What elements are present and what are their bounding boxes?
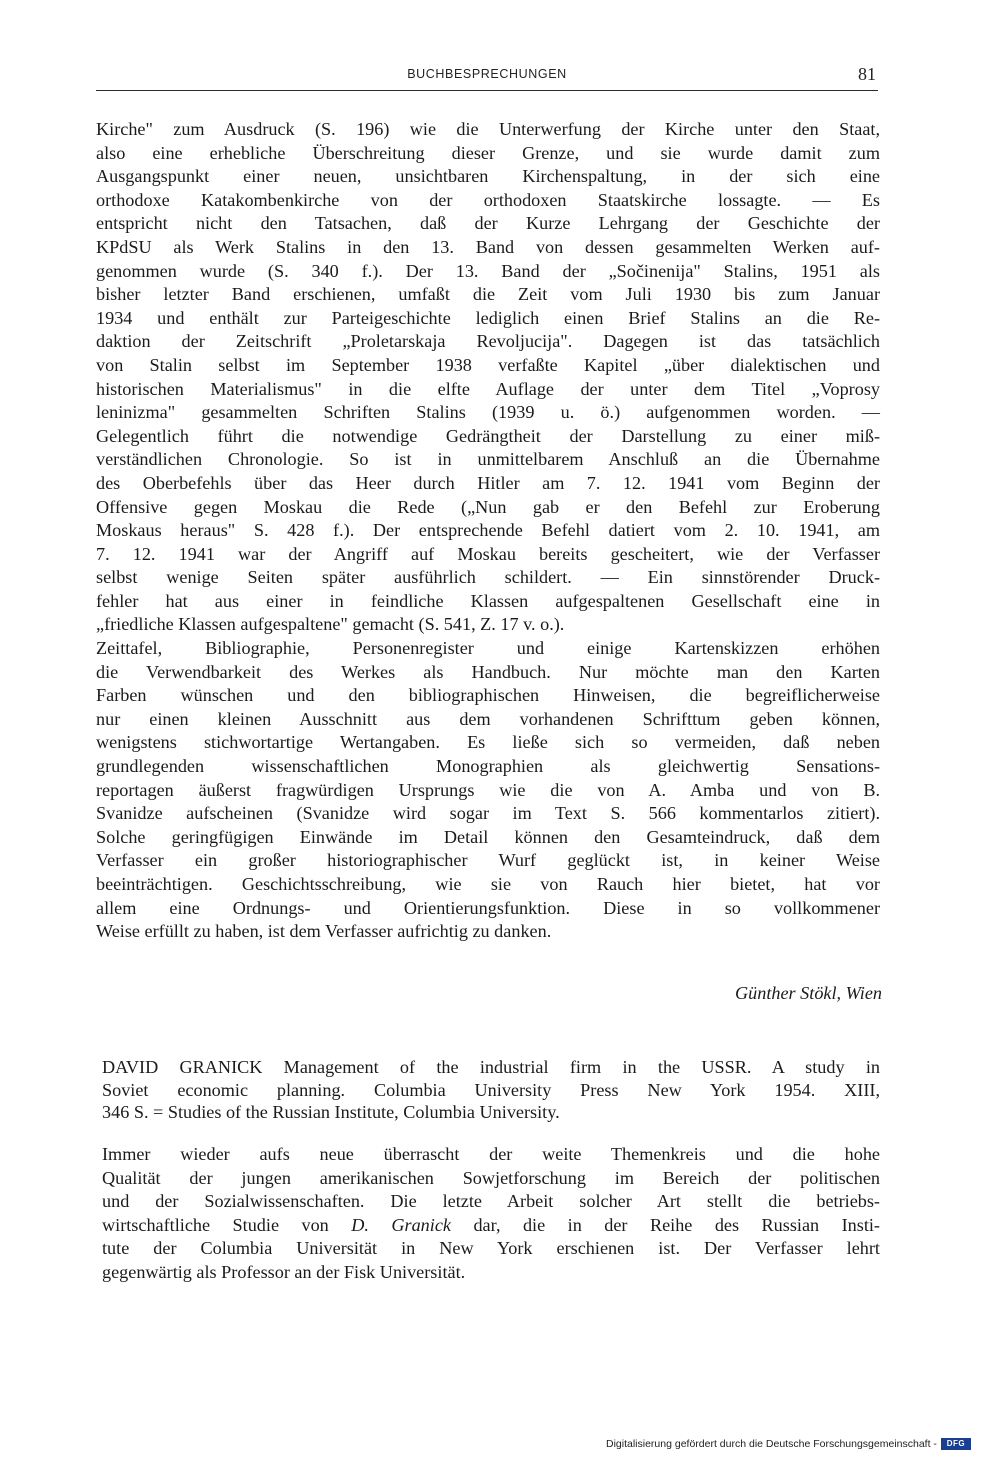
text-line: Zeittafel, Bibliographie, Personenregister und einige Kartenskizzen erhöhen xyxy=(96,638,880,659)
text-line: Weise erfüllt zu haben, ist dem Verfasser aufrichtig zu danken. xyxy=(96,921,552,942)
text-line: daktion der Zeitschrift „Proletarskaja Revoljucija". Dagegen ist das tatsächlich xyxy=(96,331,880,352)
author-name: D. Granick xyxy=(351,1214,451,1235)
biblio-line: 346 S. = Studies of the Russian Institute, Columbia University. xyxy=(102,1102,560,1122)
line-part: dar, die in der Reihe des Russian Insti- xyxy=(450,1214,880,1235)
text-line: Svanidze aufscheinen (Svanidze wird sogar im Text S. 566 kommentarlos zitiert). xyxy=(96,803,880,824)
text-line: gegenwärtig als Professor an der Fisk Universität. xyxy=(102,1261,466,1282)
page-number: 81 xyxy=(858,64,876,84)
second-review-body xyxy=(102,1143,880,1285)
text-line: 7. 12. 1941 war der Angriff auf Moskau bereits gescheitert, wie der Verfasser xyxy=(96,543,880,564)
text-line: tute der Columbia Universität in New York erschienen ist. Der Verfasser lehrt xyxy=(102,1238,880,1259)
first-review-body xyxy=(96,118,880,944)
text-line: verständlichen Chronologie. So ist in unmittelbarem Anschluß an die Übernahme xyxy=(96,449,880,470)
text-line: beeinträchtigen. Geschichtsschreibung, wie sie von Rauch hier bietet, hat vor xyxy=(96,874,880,894)
text-line: reportagen äußerst fragwürdigen Ursprungs wie die von A. Amba und von B. xyxy=(96,779,880,800)
text-line: nur einen kleinen Ausschnitt aus dem vorhandenen Schrifttum geben können, xyxy=(96,708,880,729)
text-line: leninizma" gesammelten Schriften Stalins (1939 u. ö.) aufgenommen worden. — xyxy=(96,402,880,423)
text-line: selbst wenige Seiten später ausführlich schildert. — Ein sinnstörender Druck- xyxy=(96,567,880,588)
footer-text: Digitalisierung gefördert durch die Deutsche Forschungsgemeinschaft - xyxy=(606,1438,937,1450)
text-line: Moskaus heraus" S. 428 f.). Der entsprechende Befehl datiert vom 2. 10. 1941, am xyxy=(96,520,880,541)
text-line: Qualität der jungen amerikanischen Sowjetforschung im Bereich der politischen xyxy=(102,1167,880,1188)
text-line: Offensive gegen Moskau die Rede („Nun gab er den Befehl zur Eroberung xyxy=(96,496,880,517)
running-head xyxy=(96,64,878,91)
text-line: von Stalin selbst im September 1938 verfaßte Kapitel „über dialektischen und xyxy=(96,354,880,375)
text-line: Immer wieder aufs neue überrascht der weite Themenkreis und die hohe xyxy=(102,1144,880,1164)
text-line: des Oberbefehls über das Heer durch Hitler am 7. 12. 1941 vom Beginn der xyxy=(96,472,880,493)
text-line: wenigstens stichwortartige Wertangaben. Es ließe sich so vermeiden, daß neben xyxy=(96,732,880,753)
text-line: Kirche" zum Ausdruck (S. 196) wie die Unterwerfung der Kirche unter den Staat, xyxy=(96,119,880,139)
bibliographic-entry xyxy=(102,1056,880,1124)
first-review-paragraph-1 xyxy=(96,118,880,637)
reviewer-signature: Günther Stökl, Wien xyxy=(735,983,882,1003)
text-line: allem eine Ordnungs- und Orientierungsfunktion. Diese in so vollkommener xyxy=(96,897,880,918)
text-line: bisher letzter Band erschienen, umfaßt die Zeit vom Juli 1930 bis zum Januar xyxy=(96,284,880,305)
text-line: Farben wünschen und den bibliographischen Hinweisen, die begreiflicherweise xyxy=(96,685,880,706)
first-review-paragraph-2 xyxy=(96,637,880,944)
text-line: entspricht nicht den Tatsachen, daß der Kurze Lehrgang der Geschichte der xyxy=(96,213,880,234)
text-line: genommen wurde (S. 340 f.). Der 13. Band der „Sočinenija" Stalins, 1951 als xyxy=(96,260,880,281)
text-line: die Verwendbarkeit des Werkes als Handbuch. Nur möchte man den Karten xyxy=(96,661,880,682)
text-line: Solche geringfügigen Einwände im Detail können den Gesamteindruck, daß dem xyxy=(96,826,880,847)
text-line: grundlegenden wissenschaftlichen Monographien als gleichwertig Sensations- xyxy=(96,756,880,777)
text-line: fehler hat aus einer in feindliche Klassen aufgespaltenen Gesellschaft eine in xyxy=(96,590,880,611)
text-line: „friedliche Klassen aufgespaltene" gemacht (S. 541, Z. 17 v. o.). xyxy=(96,614,565,635)
text-line: historischen Materialismus" in die elfte Auflage der unter dem Titel „Voprosy xyxy=(96,378,880,399)
text-line: 1934 und enthält zur Parteigeschichte lediglich einen Brief Stalins an die Re- xyxy=(96,307,880,328)
text-line: Verfasser ein großer historiographischer Wurf geglückt ist, in keiner Weise xyxy=(96,850,880,871)
text-line: Ausgangspunkt einer neuen, unsichtbaren Kirchenspaltung, in der sich eine xyxy=(96,166,880,187)
text-line: Gelegentlich führt die notwendige Gedrängtheit der Darstellung zu einer miß- xyxy=(96,425,880,446)
running-title: BUCHBESPRECHUNGEN xyxy=(407,67,567,81)
digitization-footer xyxy=(606,1436,971,1452)
biblio-line: Soviet economic planning. Columbia University Press New York 1954. XIII, xyxy=(102,1079,880,1100)
dfg-logo-icon: DFG xyxy=(941,1438,971,1450)
text-line: KPdSU als Werk Stalins in den 13. Band von dessen gesammelten Werken auf- xyxy=(96,236,880,257)
text-line-with-author xyxy=(102,1214,880,1238)
biblio-line: DAVID GRANICK Management of the industrial firm in the USSR. A study in xyxy=(102,1057,880,1077)
text-line: also eine erhebliche Überschreitung dieser Grenze, und sie wurde damit zum xyxy=(96,142,880,163)
text-line: orthodoxe Katakombenkirche von der orthodoxen Staatskirche lossagte. — Es xyxy=(96,189,880,210)
text-line: und der Sozialwissenschaften. Die letzte Arbeit solcher Art stellt die betriebs- xyxy=(102,1191,880,1212)
line-part: wirtschaftliche Studie von xyxy=(102,1214,352,1235)
